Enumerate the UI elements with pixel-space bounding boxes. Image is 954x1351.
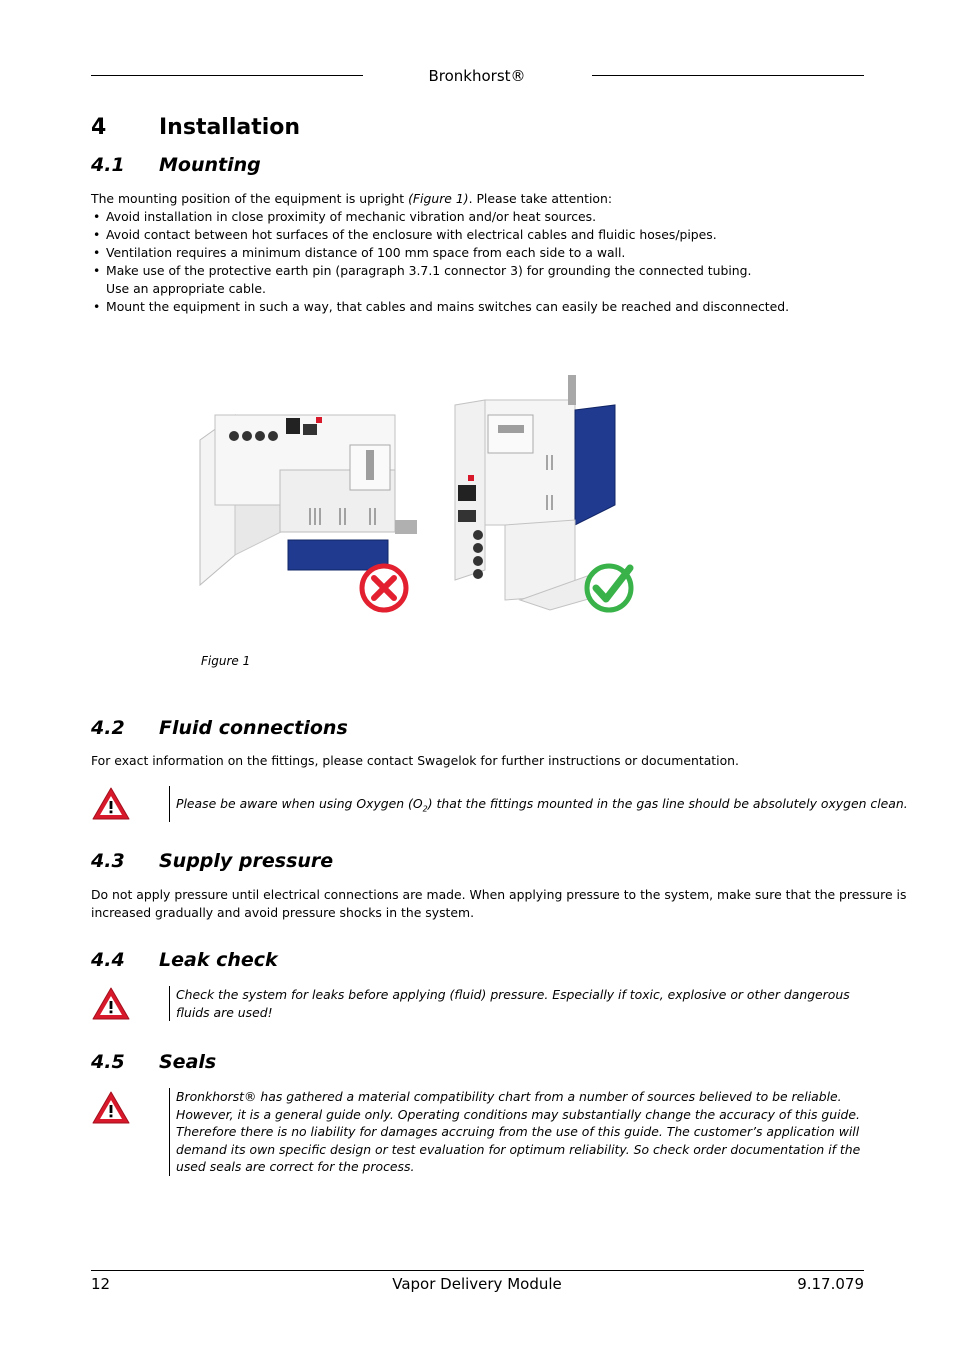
- section-number: 4.3: [91, 850, 125, 872]
- warning-icon: [91, 786, 131, 822]
- bullet-item: • Avoid contact between hot surfaces of the enclosure with electrical cables and fluidic hoses/pipes.: [91, 226, 789, 244]
- chapter-heading: [91, 115, 300, 140]
- warning-icon: [91, 986, 131, 1022]
- bullet-item: • Avoid installation in close proximity of mechanic vibration and/or heat sources.: [91, 208, 789, 226]
- note-text: Please be aware when using Oxygen (O: [176, 796, 423, 811]
- wrong-orientation-icon: [362, 566, 406, 610]
- figure-reference: (Figure 1): [408, 191, 469, 206]
- section-title: Leak check: [159, 949, 278, 971]
- bullet-item: • Ventilation requires a minimum distance of 100 mm space from each side to a wall.: [91, 244, 789, 262]
- chapter-title: Installation: [159, 115, 301, 140]
- section-title: Supply pressure: [159, 850, 334, 872]
- bullet-item: [91, 262, 789, 298]
- section-number: 4.1: [91, 154, 125, 176]
- figure-caption: Figure 1: [201, 654, 251, 668]
- mounting-intro: [91, 190, 612, 208]
- note-subscript: 2: [422, 804, 428, 814]
- footer-document-title: Vapor Delivery Module: [392, 1275, 562, 1293]
- section-title: Seals: [159, 1051, 217, 1073]
- bullet-continuation: Use an appropriate cable.: [106, 281, 266, 296]
- section-heading-seals: [91, 1051, 216, 1073]
- section-number: 4.4: [91, 949, 125, 971]
- section-heading-mounting: [91, 154, 261, 176]
- chapter-number: 4: [91, 115, 107, 140]
- page-number: 12: [91, 1275, 111, 1293]
- intro-text-end: . Please take attention:: [468, 191, 613, 206]
- supply-pressure-line-2: increased gradually and avoid pressure shocks in the system.: [91, 905, 475, 920]
- mounting-bullet-list: [91, 208, 789, 316]
- figure-mounting-orientation: [190, 370, 650, 620]
- footer-rule: [91, 1270, 864, 1271]
- leak-check-note: Check the system for leaks before applying (fluid) pressure. Especially if toxic, explosive or other dangerous fluids are used!: [169, 986, 866, 1021]
- section-number: 4.5: [91, 1051, 125, 1073]
- section-title: Fluid connections: [159, 717, 348, 739]
- correct-orientation-icon: [587, 566, 631, 610]
- note-text-end: ) that the fittings mounted in the gas line should be absolutely oxygen clean.: [427, 796, 908, 811]
- bullet-item: • Mount the equipment in such a way, that cables and mains switches can easily be reached and disconnected.: [91, 298, 789, 316]
- bullet-text: Make use of the protective earth pin (paragraph 3.7.1 connector 3) for grounding the connected tubing.: [106, 263, 752, 278]
- section-heading-fluid-connections: [91, 717, 348, 739]
- supply-pressure-line-1: Do not apply pressure until electrical connections are made. When applying pressure to the system, make sure that the pressure is: [91, 887, 907, 902]
- seals-note: Bronkhorst® has gathered a material compatibility chart from a number of sources believed to be reliable. However, it is a general guide only. Operating conditions may substantially change the accuracy of this guide. Therefore there is no liability for damages accruing from the use of this guide. The customer’s application will demand its own specific design or test evaluation for optimum reliability. So check order documentation if the used seals are correct for the process.: [169, 1088, 866, 1176]
- footer-document-number: 9.17.079: [797, 1275, 864, 1293]
- section-heading-supply-pressure: [91, 850, 333, 872]
- intro-text: The mounting position of the equipment is upright: [91, 191, 409, 206]
- header-brand: Bronkhorst®: [428, 67, 526, 85]
- section-number: 4.2: [91, 717, 125, 739]
- device-wrong-orientation: [200, 415, 417, 585]
- section-heading-leak-check: [91, 949, 278, 971]
- fluid-connections-text: For exact information on the fittings, please contact Swagelok for further instructions or documentation.: [91, 753, 739, 768]
- section-title: Mounting: [159, 154, 261, 176]
- warning-icon: [91, 1090, 131, 1126]
- oxygen-warning-note: [169, 786, 908, 822]
